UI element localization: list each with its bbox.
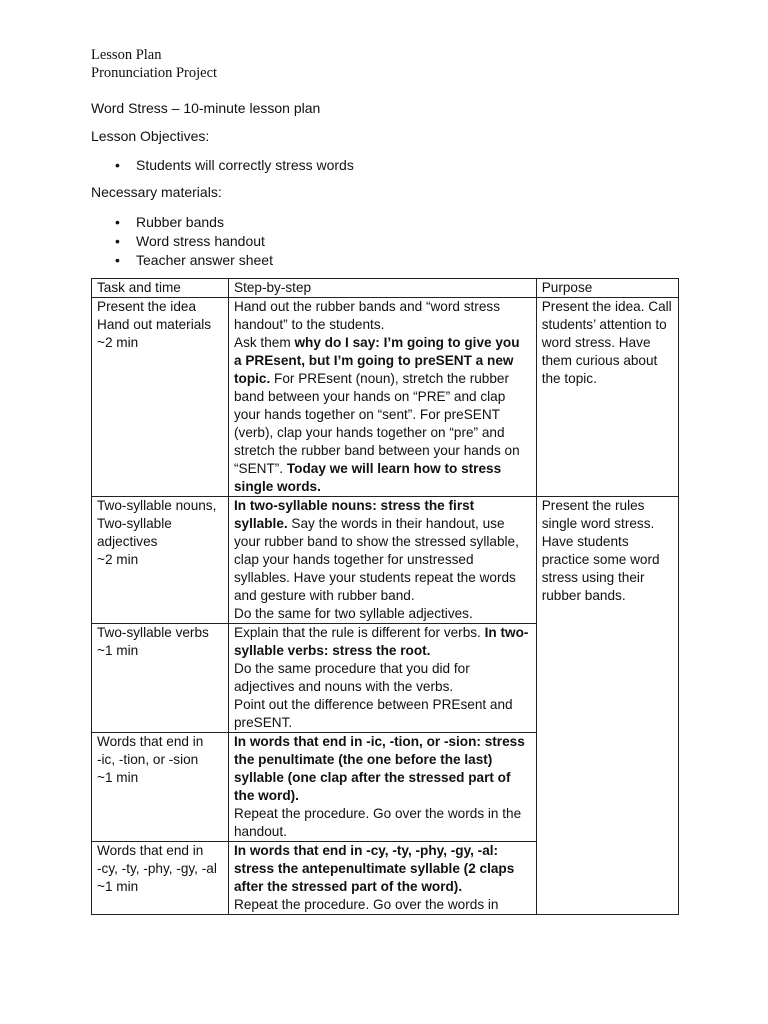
header-line-project: Pronunciation Project bbox=[91, 65, 218, 81]
task-cell bbox=[92, 842, 229, 915]
document-header bbox=[91, 46, 217, 82]
lesson-plan-table bbox=[91, 278, 679, 915]
task-line: Two-syllable verbs bbox=[97, 625, 209, 640]
column-header-task: Task and time bbox=[92, 279, 229, 298]
task-line: -cy, -ty, -phy, -gy, -al bbox=[97, 861, 217, 876]
step-paragraph bbox=[234, 624, 531, 660]
step-emphasis: Today we will learn how to stress single words. bbox=[234, 461, 502, 494]
step-paragraph: Hand out the rubber bands and “word stress handout” to the students. bbox=[234, 299, 500, 332]
task-cell bbox=[92, 733, 229, 842]
bullet-icon: • bbox=[115, 214, 120, 230]
step-paragraph: Repeat the procedure. Go over the words in the handout. bbox=[234, 806, 522, 839]
step-text: Ask them bbox=[234, 335, 295, 350]
step-paragraph: Repeat the procedure. Go over the words in bbox=[234, 897, 499, 912]
step-paragraph: Do the same procedure that you did for adjectives and nouns with the verbs. bbox=[234, 661, 470, 694]
task-line: Words that end in bbox=[97, 843, 204, 858]
page-title: Word Stress – 10-minute lesson plan bbox=[91, 100, 321, 116]
step-emphasis: why do I say: I’m going to give you a PREsent, but I’m going to preSENT a new topic. bbox=[234, 335, 520, 386]
step-paragraph bbox=[234, 497, 531, 605]
step-cell bbox=[229, 624, 537, 733]
bullet-icon: • bbox=[115, 157, 120, 173]
task-time: ~2 min bbox=[97, 552, 139, 567]
step-text: Explain that the rule is different for verbs. bbox=[234, 625, 485, 640]
step-text: Say the words in their handout, use your rubber band to show the stressed syllable, clap your hands together for unstressed syllables. Have your students repeat the words and gesture with rubber band. bbox=[234, 516, 519, 603]
table-row bbox=[92, 497, 679, 624]
task-line: Present the idea bbox=[97, 299, 196, 314]
table-header-row bbox=[92, 279, 679, 298]
purpose-cell: Present the rules single word stress. Have students practice some word stress using their rubber bands. bbox=[536, 497, 678, 915]
step-text: For PREsent (noun), stretch the rubber band between your hands on “PRE” and clap your hands together on “sent”. For preSENT (verb), clap your hands together on “pre” and stretch the rubber band between your hands on “SENT”. bbox=[234, 371, 520, 476]
step-paragraph bbox=[234, 334, 531, 496]
objective-text: Students will correctly stress words bbox=[136, 157, 354, 173]
task-cell bbox=[92, 298, 229, 497]
step-emphasis: In two-syllable nouns: stress the first syllable. bbox=[234, 498, 475, 531]
bullet-icon: • bbox=[115, 252, 120, 268]
step-cell bbox=[229, 497, 537, 624]
header-line-lesson-plan: Lesson Plan bbox=[91, 47, 162, 63]
table-row bbox=[92, 298, 679, 497]
task-line: Two-syllable adjectives bbox=[97, 516, 172, 549]
column-header-purpose: Purpose bbox=[536, 279, 678, 298]
step-cell bbox=[229, 733, 537, 842]
material-text: Teacher answer sheet bbox=[136, 252, 273, 268]
step-cell bbox=[229, 842, 537, 915]
step-paragraph bbox=[234, 842, 531, 896]
step-paragraph bbox=[234, 733, 531, 805]
material-text: Word stress handout bbox=[136, 233, 265, 249]
task-line: Hand out materials bbox=[97, 317, 212, 332]
step-emphasis: In words that end in -ic, -tion, or -sion: stress the penultimate (the one before the last) syllable (one clap after the stressed part of the word). bbox=[234, 734, 525, 803]
step-paragraph: Do the same for two syllable adjectives. bbox=[234, 606, 473, 621]
task-line: Words that end in bbox=[97, 734, 204, 749]
materials-heading: Necessary materials: bbox=[91, 184, 222, 200]
step-paragraph: Point out the difference between PREsent and preSENT. bbox=[234, 697, 513, 730]
step-emphasis: In two-syllable verbs: stress the root. bbox=[234, 625, 529, 658]
task-time: ~1 min bbox=[97, 643, 139, 658]
task-time: ~1 min bbox=[97, 879, 139, 894]
task-line: -ic, -tion, or -sion bbox=[97, 752, 199, 767]
task-time: ~1 min bbox=[97, 770, 139, 785]
step-emphasis: In words that end in -cy, -ty, -phy, -gy, -al: stress the antepenultimate syllable (2 claps after the stressed part of the word). bbox=[234, 843, 515, 894]
step-cell bbox=[229, 298, 537, 497]
objectives-heading: Lesson Objectives: bbox=[91, 128, 210, 144]
task-cell bbox=[92, 497, 229, 624]
task-line: Two-syllable nouns, bbox=[97, 498, 217, 513]
task-cell bbox=[92, 624, 229, 733]
purpose-cell: Present the idea. Call students’ attention to word stress. Have them curious about the topic. bbox=[536, 298, 678, 497]
task-time: ~2 min bbox=[97, 335, 139, 350]
column-header-step: Step-by-step bbox=[229, 279, 537, 298]
bullet-icon: • bbox=[115, 233, 120, 249]
material-text: Rubber bands bbox=[136, 214, 224, 230]
